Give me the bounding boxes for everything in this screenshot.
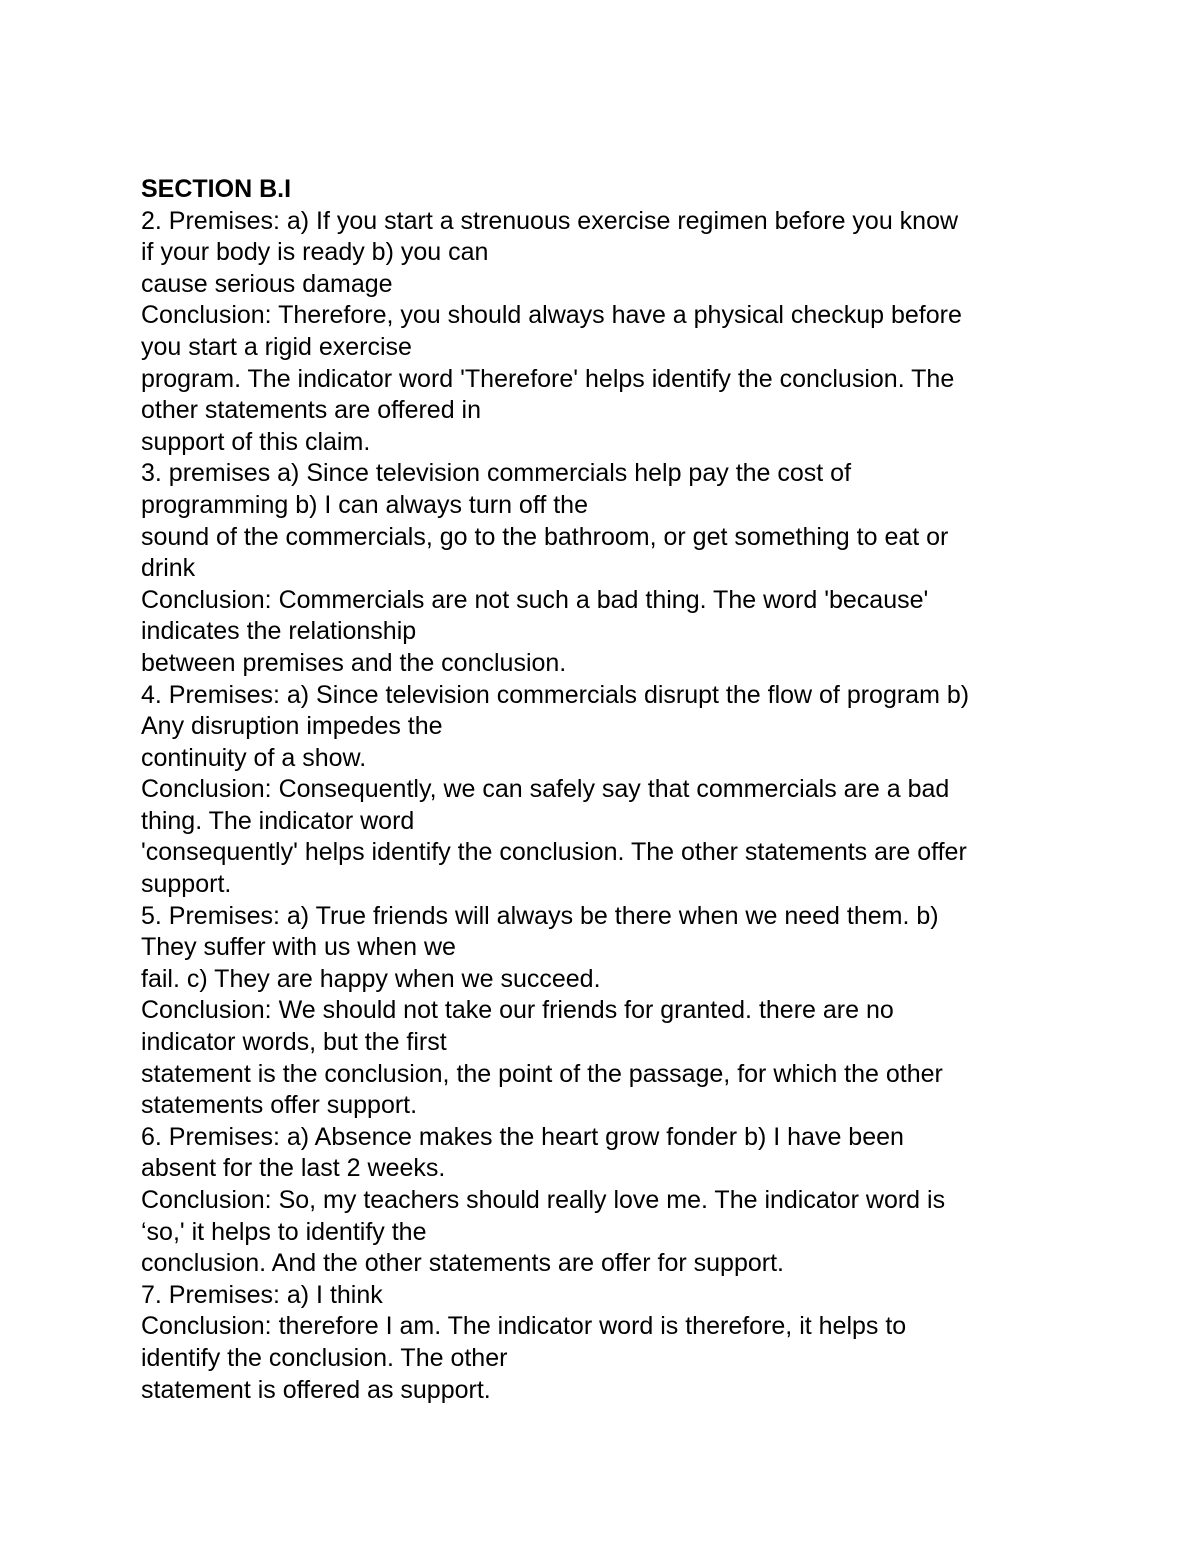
text-line: 5. Premises: a) True friends will always be there when we need them. b) xyxy=(141,901,939,930)
text-line: Conclusion: Commercials are not such a bad thing. The word 'because' xyxy=(141,585,929,614)
text-line: between premises and the conclusion. xyxy=(141,648,567,677)
text-line: other statements are offered in xyxy=(141,396,482,425)
text-line: identify the conclusion. The other xyxy=(141,1343,508,1372)
text-line: 7. Premises: a) I think xyxy=(141,1280,383,1309)
text-line: if your body is ready b) you can xyxy=(141,238,489,267)
text-line: 'consequently' helps identify the conclusion. The other statements are offer xyxy=(141,838,967,867)
text-line: 4. Premises: a) Since television commercials disrupt the flow of program b) xyxy=(141,680,970,709)
text-line: Conclusion: Therefore, you should always have a physical checkup before xyxy=(141,301,962,330)
text-line: Conclusion: We should not take our friends for granted. there are no xyxy=(141,996,894,1025)
text-line: programming b) I can always turn off the xyxy=(141,490,588,519)
text-line: 6. Premises: a) Absence makes the heart grow fonder b) I have been xyxy=(141,1122,904,1151)
text-line: They suffer with us when we xyxy=(141,933,456,962)
text-line: you start a rigid exercise xyxy=(141,332,412,361)
text-line: statement is offered as support. xyxy=(141,1375,491,1404)
text-line: support. xyxy=(141,870,232,899)
text-line: fail. c) They are happy when we succeed. xyxy=(141,964,601,993)
text-line: Conclusion: therefore I am. The indicator word is therefore, it helps to xyxy=(141,1312,907,1341)
text-line: Conclusion: Consequently, we can safely say that commercials are a bad xyxy=(141,775,950,804)
text-line: ‘so,' it helps to identify the xyxy=(141,1217,427,1246)
text-line: program. The indicator word 'Therefore' helps identify the conclusion. The xyxy=(141,364,955,393)
text-line: 2. Premises: a) If you start a strenuous exercise regimen before you know xyxy=(141,206,959,235)
text-line: absent for the last 2 weeks. xyxy=(141,1154,446,1183)
text-line: cause serious damage xyxy=(141,269,393,298)
text-line: sound of the commercials, go to the bathroom, or get something to eat or xyxy=(141,522,949,551)
text-line: conclusion. And the other statements are offer for support. xyxy=(141,1249,784,1278)
section-heading: SECTION B.I xyxy=(141,175,292,203)
text-line: indicator words, but the first xyxy=(141,1028,447,1057)
text-line: drink xyxy=(141,554,196,583)
text-line: indicates the relationship xyxy=(141,617,417,646)
text-line: continuity of a show. xyxy=(141,743,367,772)
document-body xyxy=(141,174,1141,1406)
text-line: statements offer support. xyxy=(141,1091,418,1120)
text-line: 3. premises a) Since television commercials help pay the cost of xyxy=(141,459,852,488)
text-line: Conclusion: So, my teachers should really love me. The indicator word is xyxy=(141,1186,946,1214)
text-line: support of this claim. xyxy=(141,427,371,456)
text-line: statement is the conclusion, the point of the passage, for which the other xyxy=(141,1059,943,1088)
text-line: Any disruption impedes the xyxy=(141,712,443,741)
text-line: thing. The indicator word xyxy=(141,806,415,835)
